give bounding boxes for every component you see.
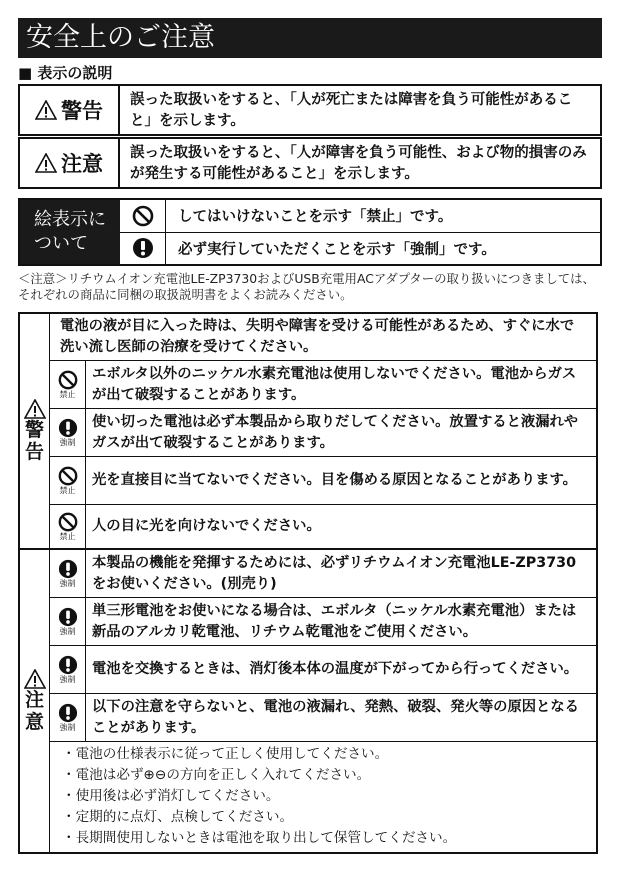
caution-row [50,550,596,598]
prohibited-icon [58,466,78,486]
warning-triangle-icon [24,399,46,419]
warning-row-text: エボルタ以外のニッケル水素充電池は使用しないでください。電池からガスが出て破裂することがあります。 [92,365,577,403]
warning-row [50,409,596,457]
signal-warning-label: 警告 [61,99,103,123]
warning-row [50,457,596,505]
warning-row-text: 人の目に光を向けないでください。 [92,518,321,534]
caution-bullets-row [50,742,596,852]
caution-row-text: 電池を交換するときは、消灯後本体の温度が下がってから行ってください。 [92,661,579,677]
warning-side-label-1: 警 [24,419,44,441]
warning-row [50,505,596,548]
caution-triangle-icon [24,669,46,689]
mandatory-label: 強制 [59,723,76,732]
warning-intro-row [50,314,596,361]
mandatory-icon [132,237,154,259]
signal-warning-row [18,84,602,136]
bullet-item: ・使用後は必ず消灯してください。 [62,788,280,804]
legend-heading-line2: ついて [34,233,88,254]
legend-heading-line1: 絵表示に [34,209,106,230]
caution-row [50,694,596,742]
prohibited-icon [58,370,78,390]
prohibited-label: 禁止 [59,390,76,399]
caution-row [50,646,596,694]
caution-side-label-2: 意 [24,711,44,733]
mandatory-label: 強制 [59,675,76,684]
prohibited-icon [132,205,154,227]
legend-row-prohibited [120,200,600,232]
prohibited-label: 禁止 [59,532,76,541]
warning-row-text: 使い切った電池は必ず本製品から取りだしてください。放置すると液漏れやガスが出て破裂することがあります。 [92,413,579,451]
warning-row-text: 光を直接目に当てないでください。目を傷める原因となることがあります。 [92,472,577,488]
mandatory-label: 強制 [59,438,76,447]
pictogram-legend [18,198,602,266]
prohibited-icon [58,512,78,532]
caution-table [18,550,598,854]
caution-row-text: 本製品の機能を発揮するためには、必ずリチウムイオン充電池LE-ZP3730をお使いください。(別売り) [92,554,577,592]
page-title: 安全上のご注意 [18,18,602,58]
bullet-item: ・電池の仕様表示に従って正しく使用してください。 [62,746,389,762]
warning-intro-text: 電池の液が目に入った時は、失明や障害を受ける可能性があるため、すぐに水で洗い流し医師の治療を受けてください。 [60,318,575,355]
caution-row [50,598,596,646]
warning-triangle-icon [35,100,57,120]
warning-side-label-2: 告 [24,441,44,463]
bullet-item: ・電池は必ず⊕⊖の方向を正しく入れてください。 [62,767,371,783]
prohibited-label: 禁止 [59,486,76,495]
legend-prohibited-text: してはいけないことを示す「禁止」です。 [178,209,453,226]
battery-note: ＜注意＞リチウムイオン充電池LE-ZP3730およびUSB充電用ACアダプターの取り扱いにつきましては、それぞれの商品に同梱の取扱説明書をよくお読みください。 [18,271,595,302]
caution-side-label-1: 注 [24,689,44,711]
signal-caution-row [18,137,602,189]
warning-table [18,312,598,550]
legend-row-mandatory [120,232,600,265]
mandatory-icon [58,655,78,675]
bullet-item: ・定期的に点灯、点検してください。 [62,809,294,825]
section-heading: ■ 表示の説明 [18,64,113,82]
mandatory-icon [58,703,78,723]
bullet-item: ・長期間使用しないときは電池を取り出して保管してください。 [62,830,457,846]
warning-row [50,361,596,409]
caution-triangle-icon [35,153,57,173]
mandatory-icon [58,607,78,627]
caution-row-text: 以下の注意を守らないと、電池の液漏れ、発熱、破裂、発火等の原因となることがあります。 [92,698,579,736]
mandatory-icon [58,559,78,579]
caution-row-text: 単三形電池をお使いになる場合は、エボルタ（ニッケル水素充電池）または新品のアルカリ乾電池、リチウム乾電池をご使用ください。 [92,602,577,640]
signal-caution-text: 誤った取扱いをすると、「人が障害を負う可能性、および物的損害のみが発生する可能性があること」を示します。 [130,145,587,182]
caution-bullet-list [50,742,466,851]
mandatory-label: 強制 [59,627,76,636]
legend-mandatory-text: 必ず実行していただくことを示す「強制」です。 [178,241,496,258]
signal-caution-label: 注意 [61,152,103,176]
signal-warning-text: 誤った取扱いをすると､「人が死亡または障害を負う可能性があること」を示します。 [130,92,573,129]
mandatory-label: 強制 [59,579,76,588]
mandatory-icon [58,418,78,438]
